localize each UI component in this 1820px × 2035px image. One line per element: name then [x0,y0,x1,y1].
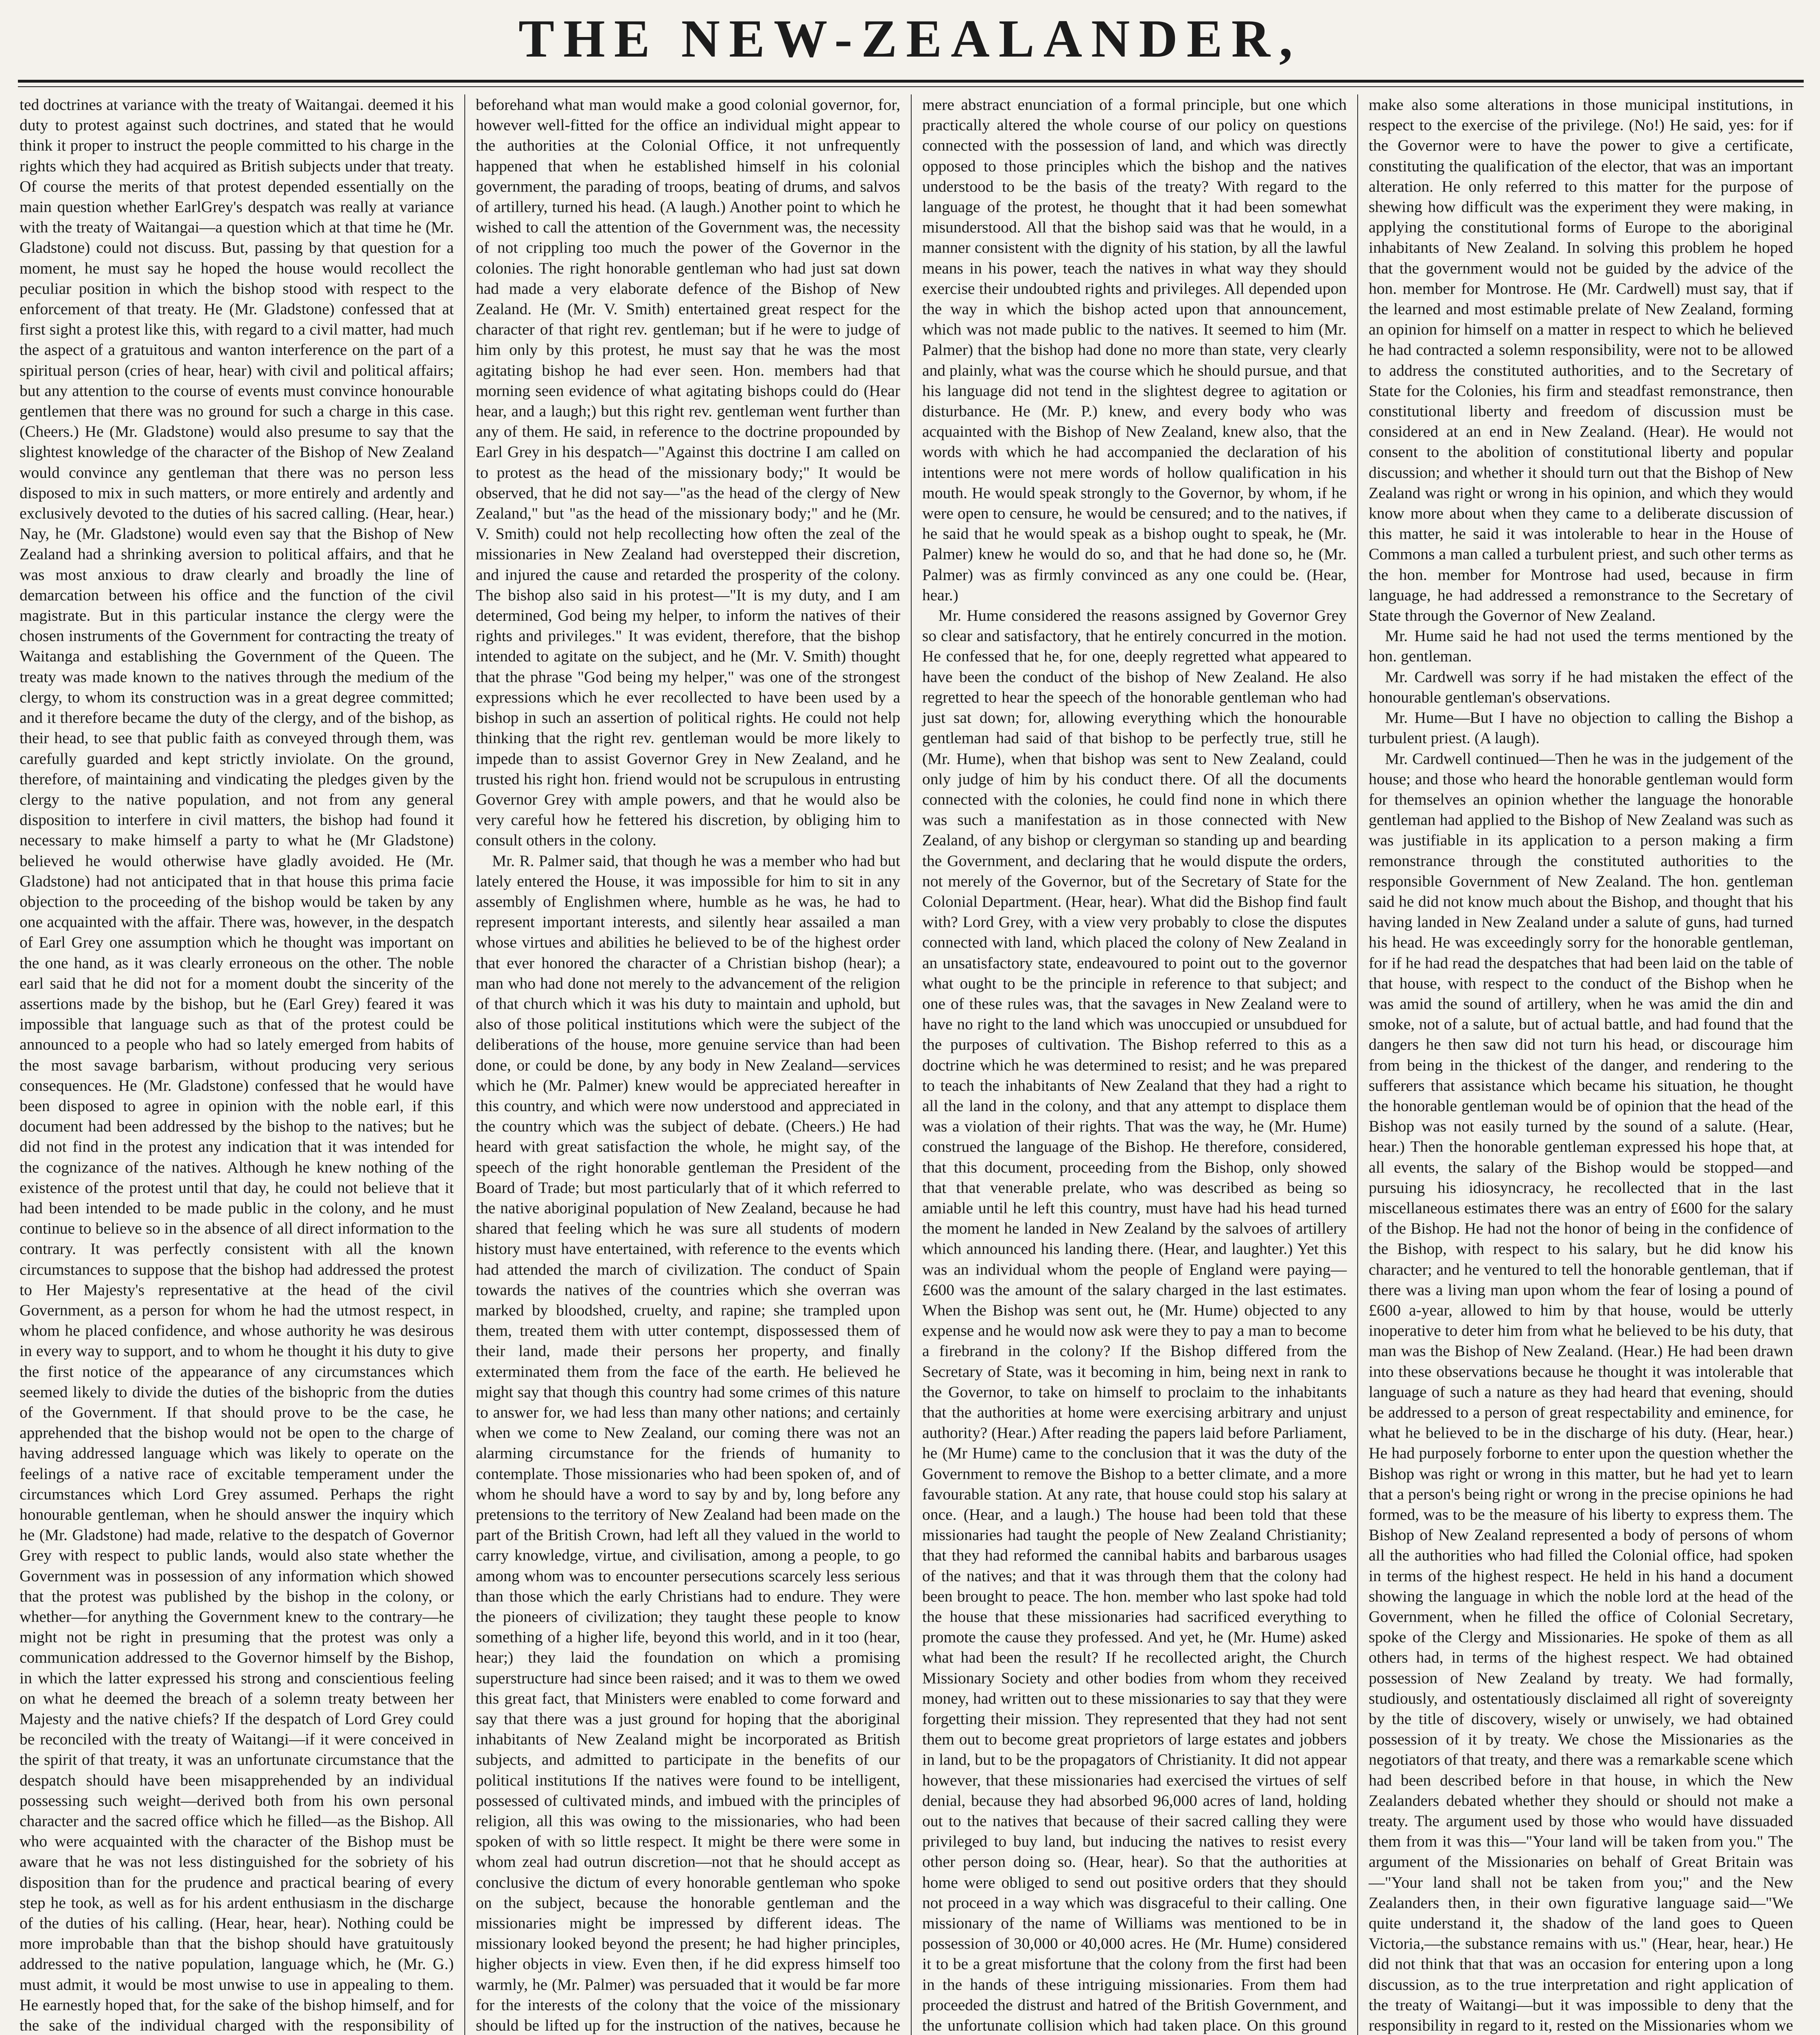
columns [18,94,1804,2035]
column-4 [1357,94,1804,2035]
paragraph: mere abstract enunciation of a formal principle, but one which practically altered the whole course of our policy on questions connected with the possession of land, and which was directly opposed to those principles which the bishop and the natives understood to be the basis of the treaty? With regard to the language of the protest, he thought that it had been somewhat misunderstood. All that the bishop said was that he would, in a manner consistent with the dignity of his station, by all the lawful means in his power, teach the natives in what way they should exercise their undoubted rights and privileges. All depended upon the way in which the bishop acted upon that announcement, which was not made public to the natives. It seemed to him (Mr. Palmer) that the bishop had done no more than state, very clearly and plainly, what was the course which he should pursue, and that his language did not tend in the slightest degree to agitation or disturbance. He (Mr. P.) knew, and every body who was acquainted with the Bishop of New Zealand, knew also, that the words with which he had accompanied the declaration of his intentions were not mere words of hollow qualification in his mouth. He would speak strongly to the Governor, by whom, if he were open to censure, he would be censured; and to the natives, if he said that he would speak as a bishop ought to speak, he (Mr. Palmer) knew he would do so, and that he had done so, he (Mr. Palmer) was as firmly convinced as any one could be. (Hear, hear.) [922,96,1347,604]
paragraph: Mr. Hume said he had not used the terms mentioned by the hon. gentleman. [1369,627,1793,665]
column-2 [464,94,911,2035]
paragraph: Mr. Cardwell was sorry if he had mistaken the effect of the honourable gentleman's observations. [1369,667,1793,706]
paragraph: Mr. Hume considered the reasons assigned by Governor Grey so clear and satisfactory, that he entirely concurred in the motion. He confessed that he, for one, deeply regretted what appeared to have been the conduct of the bishop of New Zealand. He also regretted to hear the speech of the honorable gentleman who had just sat down; for, allowing everything which the honourable gentleman had said of that bishop to be perfectly true, still he (Mr. Hume), when that bishop was sent to New Zealand, could only judge of him by his conduct there. Of all the documents connected with the colonies, he could find none in which there was such a manifestation as in those connected with New Zealand, of any bishop or clergyman so standing up and bearding the Government, and declaring that he would dispute the orders, not merely of the Governor, but of the Secretary of State for the Colonial Department. (Hear, hear). What did the Bishop find fault with? Lord Grey, with a view very probably to close the disputes connected with land, which placed the colony of New Zealand in an unsatisfactory state, endeavoured to point out to the governor what ought to be the principle in reference to that subject; and one of these rules was, that the savages in New Zealand were to have no right to the land which was unoccupied or unsubdued for the purposes of cultivation. The Bishop referred to this as a doctrine which he was determined to resist; and he was prepared to teach the inhabitants of New Zealand that they had a right to all the land in the colony, and that any attempt to displace them was a violation of their rights. That was the way, he (Mr. Hume) construed the language of the Bishop. He therefore, considered, that this document, proceeding from the Bishop, only showed that that venerable prelate, who was described as being so amiable until he left this country, must have had his head turned the moment he landed in New Zealand by the salvoes of artillery which announced his landing there. (Hear, and laughter.) Yet this was an individual whom the people of England were paying—£600 was the amount of the salary charged in the last estimates. When the Bishop was sent out, he (Mr. Hume) objected to any expense and he would now ask were they to pay a man to become a firebrand in the colony? If the Bishop differed from the Secretary of State, was it becoming in him, being next in rank to the Governor, to take on himself to proclaim to the inhabitants that the authorities at home were exercising arbitrary and unjust authority? (Hear.) After reading the papers laid before Parliament, he (Mr Hume) came to the conclusion that it was the duty of the Government to remove the Bishop to a better climate, and a more favourable station. At any rate, that house could stop his salary at once. (Hear, and a laugh.) The house had been told that these missionaries had taught the people of New Zealand Christianity; that they had reformed the cannibal habits and barbarous usages of the natives; and that it was through them that the colony had been brought to peace. The hon. member who last spoke had told the house that these missionaries had sacrificed everything to promote the cause they professed. And yet, he (Mr. Hume) asked what had been the result? If he recollected aright, the Church Missionary Society and other bodies from whom they received money, had written out to these missionaries to say that they were forgetting their mission. They represented that they had not sent them out to become great proprietors of large estates and jobbers in land, but to be the propagators of Christianity. It did not appear however, that these missionaries had exercised the virtues of self denial, because they had absorbed 96,000 acres of land, holding out to the natives that because of their sacred calling they were privileged to buy land, but inducing the natives to resist every other person doing so. (Hear, hear). So that the authorities at home were obliged to send out positive orders that they should not proceed in a way which was disgraceful to their calling. One missionary of the name of Williams was mentioned to be in possession of 30,000 or 40,000 acres. He (Mr. Hume) considered it to be a great misfortune that the colony from the first had been in the hands of these intriguing missionaries. From them had proceeded the distrust and hatred of the British Government, and the unfortunate collision which had taken place. On this ground [922,606,1347,2035]
column-3 [911,94,1357,2035]
masthead-rule-light [18,86,1804,87]
paragraph: Mr. Cardwell continued—Then he was in the judgement of the house; and those who heard the honorable gentleman would form for themselves an opinion whether the language the honorable gentleman had applied to the Bishop of New Zealand was such as was justifiable in its application to a person making a firm remonstrance through the constituted authorities to the responsible Government of New Zealand. The hon. gentleman said he did not know much about the Bishop, and thought that his having landed in New Zealand under a salute of guns, had turned his head. He was exceedingly sorry for the honorable gentleman, for if he had read the despatches that had been laid on the table of that house, with respect to the conduct of the Bishop when he was amid the sound of artillery, when he was amid the din and smoke, not of a salute, but of actual battle, and had found that the dangers he then saw did not turn his head, or discourage him from being in the thickest of the danger, and rendering to the sufferers that assistance which became his situation, he thought the honorable gentleman would be of opinion that the head of the Bishop was not easily turned by the sound of a salute. (Hear, hear.) Then the honorable gentleman expressed his hope that, at all events, the salary of the Bishop would be stopped—and pursuing his idiosyncracy, he recollected that in the last miscellaneous estimates there was an entry of £600 for the salary of the Bishop. He had not the honor of being in the confidence of the Bishop, with respect to his salary, but he did know his character; and he ventured to tell the honorable gentleman, that if there was a living man upon whom the fear of losing a pound of £600 a-year, allowed to him by that house, would be utterly inoperative to deter him from what he believed to be his duty, that man was the Bishop of New Zealand. (Hear.) He had been drawn into these observations because he thought it was intolerable that language of such a nature as they had heard that evening, should be addressed to a person of great respectability and eminence, for what he believed to be in the discharge of his duty. (Hear, hear.) He had purposely forborne to enter upon the question whether the Bishop was right or wrong in this matter, but he had yet to learn that a person's being right or wrong in the precise opinions he had formed, was to be the measure of his liberty to express them. The Bishop of New Zealand represented a body of persons of whom all the authorities who had filled the Colonial office, had spoken in terms of the highest respect. He held in his hand a document showing the language in which the noble lord at the head of the Government, when he filled the office of Colonial Secretary, spoke of the Clergy and Missionaries. He spoke of them as all others had, in terms of the highest respect. We had obtained possession of New Zealand by treaty. We had formally, studiously, and ostentatiously disclaimed all right of sovereignty by the title of discovery, wisely or unwisely, we had obtained possession of it by treaty. We chose the Missionaries as the negotiators of that treaty, and there was a remarkable scene which had been described before in that house, in which the New Zealanders debated whether they should or should not make a treaty. The argument used by those who would have dissuaded them from it was this—"Your land will be taken from you." The argument of the Missionaries on behalf of Great Britain was—"Your land shall not be taken from you;" and the New Zealanders then, in their own figurative language said—"We quite understand it, the shadow of the land goes to Queen Victoria,—the substance remains with us." (Hear, hear, hear.) He did not think that that was an occasion for entering upon a long discussion, as to the true interpretation and right application of the treaty of Waitangi—but it was impossible to deny that the responsibility in regard to it, rested on the Missionaries whom we [1369,749,1793,2035]
column-1 [18,94,464,2035]
paragraph: ted doctrines at variance with the treaty of Waitangai. deemed it his duty to protest against such doctrines, and stated that he would think it proper to instruct the people committed to his charge in the rights which they had acquired as British subjects under that treaty. Of course the merits of that protest depended essentially on the main question whether EarlGrey's despatch was really at variance with the treaty of Waitangai—a question which at that time he (Mr. Gladstone) could not discuss. But, passing by that question for a moment, he must say he hoped the house would recollect the peculiar position in which the bishop stood with respect to the enforcement of that treaty. He (Mr. Gladstone) confessed that at first sight a protest like this, with regard to a civil matter, had much the aspect of a gratuitous and wanton interference on the part of a spiritual person (cries of hear, hear) with civil and political affairs; but any attention to the course of events must convince honourable gentlemen that there was no ground for such a charge in this case. (Cheers.) He (Mr. Gladstone) would also presume to say that the slightest knowledge of the character of the Bishop of New Zealand would convince any gentleman that there was no person less disposed to mix in such matters, or more entirely and ardently and exclusively devoted to the duties of his sacred calling. (Hear, hear.) Nay, he (Mr. Gladstone) would even say that the Bishop of New Zealand had a shrinking aversion to political affairs, and that he was most anxious to draw clearly and broadly the line of demarcation between his office and the function of the civil magistrate. But in this particular instance the clergy were the chosen instruments of the Government for contracting the treaty of Waitanga and establishing the Government of the Queen. The treaty was made known to the natives through the medium of the clergy, to whom its construction was in a great degree committed; and it therefore became the duty of the clergy, and of the bishop, as their head, to see that public faith as conveyed through them, was carefully guarded and kept strictly inviolate. On the ground, therefore, of maintaining and vindicating the pledges given by the clergy to the native population, and not from any general disposition to interfere in civil matters, the bishop had found it necessary to make himself a party to what he (Mr Gladstone) believed he would otherwise have gladly avoided. He (Mr. Gladstone) had not anticipated that in that house this prima facie objection to the proceeding of the bishop would be taken by any one acquainted with the affair. There was, however, in the despatch of Earl Grey one assumption which he thought was important on the one hand, as it was clearly erroneous on the other. The noble earl said that he did not for a moment doubt the sincerity of the assertions made by the bishop, but he (Earl Grey) feared it was impossible that language such as that of the protest could be announced to a people who had so lately emerged from habits of the most savage barbarism, without producing very serious consequences. He (Mr. Gladstone) confessed that he would have been disposed to agree in opinion with the noble earl, if this document had been addressed by the bishop to the natives; but he did not find in the protest any indication that it was intended for the cognizance of the natives. Although he knew nothing of the existence of the protest until that day, he could not believe that it had been intended to be made public in the colony, and he must continue to believe so in the absence of all direct information to the contrary. It was perfectly consistent with all the known circumstances to suppose that the bishop had addressed the protest to Her Majesty's representative at the head of the civil Government, as a person for whom he had the utmost respect, in whom he placed confidence, and whose authority he was desirous in every way to support, and to whom he thought it his duty to give the first notice of the appearance of any circumstances which seemed likely to divide the duties of the bishopric from the duties of the Government. If that should prove to be the case, he apprehended that the bishop would not be open to the charge of having addressed language which was likely to operate on the feelings of a native race of excitable temperament under the circumstances which Lord Grey assumed. Perhaps the right honourable gentleman, when he should answer the inquiry which he (Mr. Gladstone) had made, relative to the despatch of Governor Grey with respect to public lands, would also state whether the Government was in possession of any information which showed that the protest was published by the bishop in the colony, or whether—for anything the Government knew to the contrary—he might not be right in presuming that the protest was only a communication addressed to the Governor himself by the Bishop, in which the latter expressed his strong and conscientious feeling on what he deemed the breach of a solemn treaty between her Majesty and the native chiefs? If the despatch of Lord Grey could be reconciled with the treaty of Waitangi—if it were conceived in the spirit of that treaty, it was an unfortunate circumstance that the despatch should have been misapprehended by an individual possessing such weight—derived both from his own personal character and the sacred office which he filled—as the Bishop. All who were acquainted with the character of the Bishop must be aware that he was not less distinguished for the sobriety of his disposition than for the prudence and practical bearing of every step he took, as well as for his ardent enthusiasm in the discharge of the duties of his calling. (Hear, hear, hear). Nothing could be more improbable than that the bishop should have gratuitously addressed to the native population, language which, he (Mr. G.) must admit, it would be most unwise to use in appealing to them. He earnestly hoped that, for the sake of the bishop himself, and for the sake of the individual charged with the responsibility of [20,96,454,2035]
masthead-title: THE NEW-ZEALANDER, [518,9,1302,68]
paragraph: make also some alterations in those municipal institutions, in respect to the exercise of the privilege. (No!) He said, yes: for if the Governor were to have the power to give a certificate, constituting the qualification of the elector, that was an important alteration. He only referred to this matter for the purpose of shewing how difficult was the experiment they were making, in applying the constitutional forms of Europe to the aboriginal inhabitants of New Zealand. In solving this problem he hoped that the government would not be guided by the advice of the hon. member for Montrose. He (Mr. Cardwell) must say, that if the learned and most estimable prelate of New Zealand, forming an opinion for himself on a matter in respect to which he believed he had contracted a solemn responsibility, were not to be allowed to address the constituted authorities, and to the Secretary of State for the Colonies, his firm and steadfast remonstrance, then constitutional liberty and freedom of discussion must be considered at an end in New Zealand. (Hear). He would not consent to the abolition of constitutional liberty and popular discussion; and whether it should turn out that the Bishop of New Zealand was right or wrong in his opinion, and which they would know more about when they came to a deliberate discussion of this matter, he said it was intolerable to hear in the House of Commons a man called a turbulent priest, and such other terms as the hon. member for Montrose had used, because in firm language, he had addressed a remonstrance to the Secretary of State through the Governor of New Zealand. [1369,96,1793,625]
paragraph: Mr. Hume—But I have no objection to calling the Bishop a turbulent priest. (A laugh). [1369,709,1793,747]
paragraph: Mr. R. Palmer said, that though he was a member who had but lately entered the House, it was impossible for him to sit in any assembly of Englishmen where, humble as he was, he had to represent important interests, and silently hear assailed a man whose virtues and abilities he believed to be of the highest order that ever honored the character of a Christian bishop (hear); a man who had done not merely to the advancement of the religion of that church which it was his duty to maintain and uphold, but also of those political institutions which were the subject of the deliberations of the house, more genuine service than had been done, or could be done, by any body in New Zealand—services which he (Mr. Palmer) knew would be appreciated hereafter in this country, and which were now understood and appreciated in the country which was the subject of debate. (Cheers.) He had heard with great satisfaction the whole, he might say, of the speech of the right honorable gentleman the President of the Board of Trade; but most particularly that of it which referred to the native aboriginal population of New Zealand, because he had shared that feeling which he was sure all students of modern history must have entertained, with reference to the events which had attended the march of civilization. The conduct of Spain towards the natives of the countries which she overran was marked by bloodshed, cruelty, and rapine; she trampled upon them, treated them with utter contempt, dispossessed them of their land, made their persons her property, and finally exterminated them from the face of the earth. He believed he might say that though this country had some crimes of this nature to answer for, we had less than many other nations; and certainly when we come to New Zealand, our coming there was not an alarming circumstance for the friends of humanity to contemplate. Those missionaries who had been spoken of, and of whom he should have a word to say by and by, long before any pretensions to the territory of New Zealand had been made on the part of the British Crown, had left all they valued in the world to carry knowledge, virtue, and civilisation, among a people, to go among whom was to encounter persecutions scarcely less serious than those which the early Christians had to endure. They were the pioneers of civilization; they taught these people to know something of a higher life, beyond this world, and in it too (hear, hear;) they laid the foundation on which a promising superstructure had since been raised; and it was to them we owed this great fact, that Ministers were enabled to come forward and say that there was a just ground for hoping that the aboriginal inhabitants of New Zealand might be incorporated as British subjects, and admitted to participate in the benefits of our political institutions If the natives were found to be intelligent, possessed of cultivated minds, and imbued with the principles of religion, all this was owing to the missionaries, who had been spoken of with so little respect. It might be there were some in whom zeal had outrun discretion—not that he should accept as conclusive the dictum of every honorable gentleman who spoke on the subject, because the honorable gentleman and the missionaries might be impressed by different ideas. The missionary looked beyond the present; he had higher principles, higher objects in view. Even then, if he did express himself too warmly, he (Mr. Palmer) was persuaded that it would be far more for the interests of the colony that the voice of the missionary should be lifted up for the instruction of the natives, because he [476,851,900,2035]
paragraph: beforehand what man would make a good colonial governor, for, however well-fitted for the office an individual might appear to the authorities at the Colonial Office, it not unfrequently happened that when he established himself in his colonial government, the parading of troops, beating of drums, and salvos of artillery, turned his head. (A laugh.) Another point to which he wished to call the attention of the Government was, the necessity of not crippling too much the power of the Governor in the colonies. The right honorable gentleman who had just sat down had made a very elaborate defence of the Bishop of New Zealand. He (Mr. V. Smith) entertained great respect for the character of that right rev. gentleman; but if he were to judge of him only by this protest, he must say that he was the most agitating bishop he had ever seen. Hon. members had that morning seen evidence of what agitating bishops could do (Hear hear, and a laugh;) but this right rev. gentleman went further than any of them. He said, in reference to the doctrine propounded by Earl Grey in his despatch—"Against this doctrine I am called on to protest as the head of the missionary body;" It would be observed, that he did not say—"as the head of the clergy of New Zealand," but "as the head of the missionary body;" and he (Mr. V. Smith) could not help recollecting how often the zeal of the missionaries in New Zealand had overstepped their discretion, and injured the cause and retarded the prosperity of the colony. The bishop also said in his protest—"It is my duty, and I am determined, God being my helper, to inform the natives of their rights and privileges." It was evident, therefore, that the bishop intended to agitate on the subject, and he (Mr. V. Smith) thought that the phrase "God being my helper," was one of the strongest expressions which he ever recollected to have been used by a bishop in such an assertion of political rights. He could not help thinking that the right rev. gentleman would be more likely to impede than to assist Governor Grey in New Zealand, and he trusted his right hon. friend would not be scrupulous in entrusting Governor Grey with ample powers, and that he would also be very careful how he fettered his discretion, by obliging him to consult others in the colony. [476,96,900,849]
masthead-rule-heavy [18,80,1804,83]
